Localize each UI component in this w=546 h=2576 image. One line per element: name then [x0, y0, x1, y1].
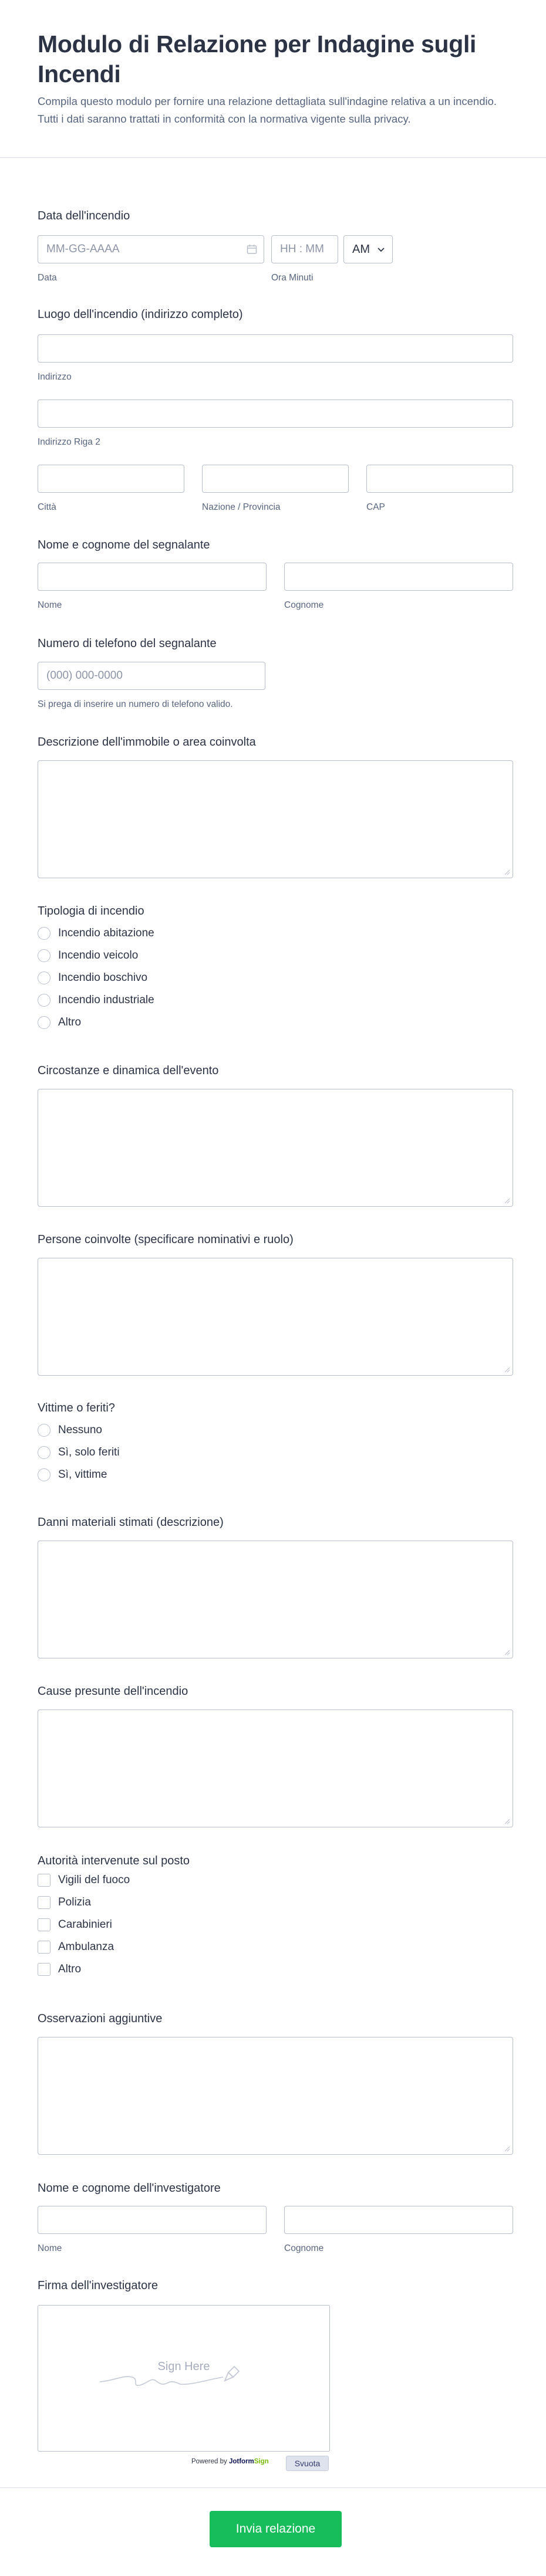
state-input[interactable] [202, 465, 349, 493]
reporter-first-name-input[interactable] [38, 563, 267, 591]
damage-label: Danni materiali stimati (descrizione) [38, 1516, 224, 1529]
investigator-name-label: Nome e cognome dell'investigatore [38, 2182, 221, 2195]
investigator-first-name-input[interactable] [38, 2206, 267, 2234]
authorities-option[interactable] [38, 1961, 81, 1978]
form-subtitle: Compila questo modulo per fornire una relazione dettagliata sull'indagine relativa a un incendio. Tutti i dati saranno trattati in conformità con la normativa vigente sulla privacy. [38, 95, 497, 125]
option-label: Sì, vittime [58, 1468, 107, 1481]
investigator-last-sublabel: Cognome [284, 2243, 324, 2253]
time-placeholder: HH : MM [280, 243, 324, 255]
checkbox[interactable] [38, 1896, 50, 1909]
ampm-select[interactable] [343, 235, 393, 263]
circumstances-label: Circostanze e dinamica dell'evento [38, 1064, 219, 1077]
damage-textarea[interactable] [38, 1541, 513, 1658]
address-line1-input[interactable] [38, 334, 513, 363]
victims-option[interactable] [38, 1444, 120, 1461]
resize-grip-icon[interactable] [504, 1198, 510, 1204]
option-label: Incendio veicolo [58, 949, 139, 962]
authorities-label: Autorità intervenute sul posto [38, 1854, 190, 1867]
ampm-value: AM [352, 243, 370, 256]
option-label: Ambulanza [58, 1941, 114, 1953]
phone-input[interactable] [38, 662, 265, 690]
option-label: Carabinieri [58, 1918, 112, 1931]
form-header [0, 0, 546, 158]
city-sublabel: Città [38, 502, 56, 512]
option-label: Vigili del fuoco [58, 1874, 130, 1886]
zip-sublabel: CAP [366, 502, 385, 512]
notes-label: Osservazioni aggiuntive [38, 2012, 163, 2025]
option-label: Incendio industriale [58, 994, 154, 1006]
reporter-last-name-input[interactable] [284, 563, 513, 591]
signature-label: Firma dell'investigatore [38, 2279, 159, 2292]
date-sublabel: Data [38, 273, 57, 283]
property-label: Descrizione dell'immobile o area coinvolta [38, 736, 256, 749]
address-line2-sublabel: Indirizzo Riga 2 [38, 437, 100, 447]
victims-label: Vittime o feriti? [38, 1402, 115, 1414]
state-sublabel: Nazione / Provincia [202, 502, 281, 512]
date-input[interactable] [38, 235, 264, 263]
date-placeholder: MM-GG-AAAA [46, 243, 120, 255]
radio-button[interactable] [38, 927, 50, 940]
option-label: Sì, solo feriti [58, 1446, 120, 1458]
clear-signature-button[interactable]: Svuota [286, 2456, 329, 2471]
fire-type-option[interactable] [38, 947, 138, 964]
fire-type-option[interactable] [38, 969, 147, 987]
authorities-option[interactable] [38, 1871, 130, 1889]
radio-button[interactable] [38, 994, 50, 1007]
checkbox[interactable] [38, 1874, 50, 1887]
option-label: Altro [58, 1963, 82, 1975]
resize-grip-icon[interactable] [504, 1367, 510, 1373]
authorities-option[interactable] [38, 1916, 112, 1934]
form-title: Modulo di Relazione per Indagine sugli Incendi [38, 31, 477, 87]
powered-prefix: Powered by [191, 2458, 227, 2465]
people-textarea[interactable] [38, 1258, 513, 1376]
investigator-first-sublabel: Nome [38, 2243, 62, 2253]
fire-type-option[interactable] [38, 925, 154, 942]
address-line2-input[interactable] [38, 400, 513, 428]
option-label: Altro [58, 1016, 82, 1028]
city-input[interactable] [38, 465, 184, 493]
radio-button[interactable] [38, 1468, 50, 1481]
phone-label: Numero di telefono del segnalante [38, 637, 217, 650]
powered-brand: Jotform [228, 2458, 254, 2465]
address-label: Luogo dell'incendio (indirizzo completo) [38, 308, 243, 321]
reporter-name-label: Nome e cognome del segnalante [38, 539, 210, 551]
powered-by [191, 2458, 269, 2465]
resize-grip-icon[interactable] [504, 1819, 510, 1824]
circumstances-textarea[interactable] [38, 1089, 513, 1207]
signature-placeholder: Sign Here [157, 2360, 210, 2373]
radio-button[interactable] [38, 1446, 50, 1459]
property-textarea[interactable] [38, 760, 513, 878]
victims-option[interactable] [38, 1466, 107, 1484]
time-sublabel: Ora Minuti [271, 273, 314, 283]
fire-type-option[interactable] [38, 991, 154, 1009]
time-input[interactable] [271, 235, 338, 263]
address-line1-sublabel: Indirizzo [38, 372, 72, 382]
checkbox[interactable] [38, 1963, 50, 1976]
radio-button[interactable] [38, 971, 50, 984]
option-label: Incendio abitazione [58, 927, 154, 939]
causes-label: Cause presunte dell'incendio [38, 1685, 188, 1698]
powered-sign: Sign [254, 2458, 269, 2465]
option-label: Polizia [58, 1896, 91, 1908]
form-footer [0, 2487, 546, 2576]
investigator-last-name-input[interactable] [284, 2206, 513, 2234]
radio-button[interactable] [38, 1424, 50, 1437]
notes-textarea[interactable] [38, 2037, 513, 2155]
zip-input[interactable] [366, 465, 513, 493]
checkbox[interactable] [38, 1941, 50, 1954]
calendar-icon[interactable] [246, 243, 258, 255]
radio-button[interactable] [38, 1016, 50, 1029]
resize-grip-icon[interactable] [504, 1650, 510, 1656]
checkbox[interactable] [38, 1918, 50, 1931]
authorities-option[interactable] [38, 1938, 114, 1956]
reporter-first-sublabel: Nome [38, 600, 62, 610]
reporter-last-sublabel: Cognome [284, 600, 324, 610]
resize-grip-icon[interactable] [504, 869, 510, 875]
resize-grip-icon[interactable] [504, 2146, 510, 2152]
submit-button[interactable]: Invia relazione [210, 2511, 342, 2547]
causes-textarea[interactable] [38, 1710, 513, 1827]
phone-placeholder: (000) 000-0000 [46, 669, 123, 682]
chevron-down-icon [377, 246, 385, 254]
authorities-option[interactable] [38, 1894, 91, 1911]
radio-button[interactable] [38, 949, 50, 962]
fire-type-label: Tipologia di incendio [38, 905, 144, 918]
phone-hint: Si prega di inserire un numero di telefono valido. [38, 699, 233, 709]
victims-option[interactable] [38, 1421, 102, 1439]
people-label: Persone coinvolte (specificare nominativi e ruolo) [38, 1233, 294, 1246]
option-label: Nessuno [58, 1424, 102, 1436]
fire-type-option[interactable] [38, 1014, 81, 1031]
option-label: Incendio boschivo [58, 971, 148, 984]
signature-pad[interactable] [38, 2305, 330, 2452]
date-label: Data dell'incendio [38, 209, 130, 222]
